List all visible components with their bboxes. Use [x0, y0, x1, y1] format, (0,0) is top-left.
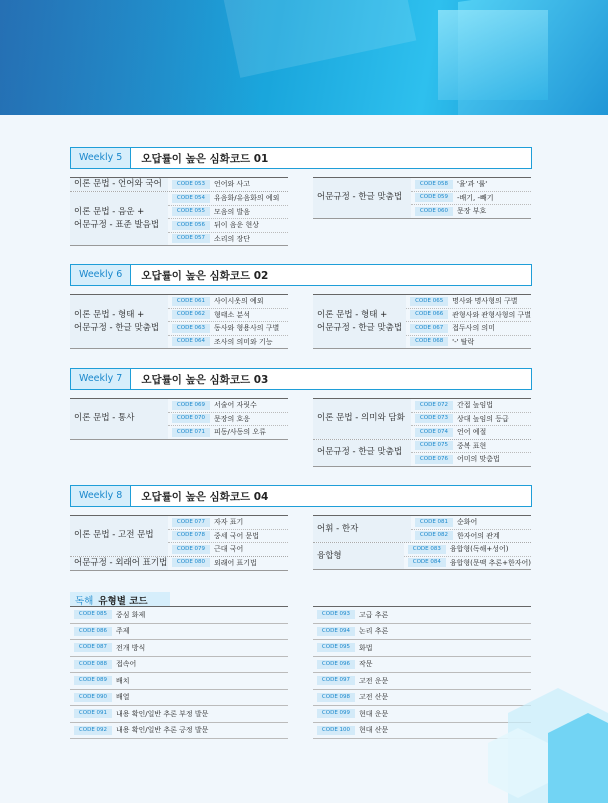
section-title: 오답률이 높은 심화코드 03 — [141, 373, 269, 386]
category-group — [70, 399, 288, 439]
code-row[interactable] — [168, 295, 288, 309]
code-text: 현대 운문 — [359, 709, 389, 718]
dokhae-row[interactable] — [313, 640, 531, 657]
category-label — [70, 178, 168, 191]
category-label — [70, 295, 168, 348]
category-label — [313, 543, 404, 569]
code-text: '-' 탈락 — [452, 337, 475, 346]
code-badge: CODE 080 — [172, 558, 210, 567]
code-badge: CODE 095 — [317, 643, 355, 652]
code-text: 융합형(문맥 추론+한자어) — [449, 558, 531, 567]
code-text: 언어 예절 — [457, 428, 487, 437]
category-label — [70, 557, 168, 570]
category-line: 어문규정 - 표준 발음법 — [74, 219, 160, 230]
category-group — [70, 557, 288, 570]
code-text: 중세 국어 문법 — [214, 531, 260, 540]
section-header — [70, 147, 532, 169]
category-group — [70, 178, 288, 192]
code-badge: CODE 072 — [415, 401, 453, 410]
code-badge: CODE 098 — [317, 693, 355, 702]
code-text: 고급 추론 — [359, 610, 389, 619]
weekly-label: Weekly 5 — [71, 148, 131, 168]
header-banner — [0, 0, 608, 115]
code-text: 뒤이 음운 현상 — [214, 221, 260, 230]
category-line: 어문규정 - 한글 맞춤법 — [317, 192, 403, 203]
category-line: 이론 문법 - 의미와 담화 — [317, 413, 405, 424]
code-row[interactable] — [411, 453, 531, 466]
code-badge: CODE 075 — [415, 441, 453, 450]
code-row[interactable] — [411, 530, 531, 543]
code-table — [70, 177, 288, 246]
category-label — [70, 399, 168, 439]
category-line: 이론 문법 - 언어와 국어 — [74, 179, 162, 189]
code-text: 간접 높임법 — [457, 401, 494, 410]
code-badge: CODE 084 — [408, 558, 446, 567]
category-line: 이론 문법 - 형태 + — [317, 309, 388, 320]
banner-shape — [224, 0, 417, 78]
dokhae-row[interactable] — [70, 624, 288, 641]
code-text: 문장 부호 — [457, 207, 487, 216]
dokhae-header — [70, 592, 170, 607]
category-line: 어문규정 - 한글 맞춤법 — [317, 447, 403, 457]
code-list — [411, 178, 531, 218]
category-line: 어휘 - 한자 — [317, 523, 359, 534]
dokhae-row[interactable] — [313, 657, 531, 674]
code-row[interactable] — [168, 178, 288, 191]
code-text: 사이시옷의 예외 — [214, 297, 264, 306]
code-row[interactable] — [168, 233, 288, 246]
category-group — [313, 178, 531, 218]
banner-cube — [438, 10, 548, 100]
code-row[interactable] — [406, 322, 531, 336]
category-group — [313, 399, 531, 440]
code-list — [411, 440, 531, 466]
code-badge: CODE 067 — [410, 324, 448, 333]
code-text: 근대 국어 — [214, 545, 244, 554]
code-badge: CODE 100 — [317, 726, 355, 735]
code-badge: CODE 076 — [415, 455, 453, 464]
code-text: 문장의 호응 — [214, 414, 251, 423]
code-badge: CODE 071 — [172, 428, 210, 437]
code-table — [313, 515, 531, 570]
category-group — [70, 192, 288, 245]
code-text: 형태소 분석 — [214, 310, 251, 319]
code-text: 고전 운문 — [359, 676, 389, 685]
code-badge: CODE 079 — [172, 545, 210, 554]
code-text: 순화어 — [457, 518, 478, 527]
code-text: 접속어 — [116, 660, 137, 669]
category-label — [313, 399, 411, 439]
code-row[interactable] — [168, 543, 288, 556]
category-line: 어문규정 - 한글 맞춤법 — [74, 322, 160, 333]
code-table — [70, 515, 288, 571]
code-badge: CODE 056 — [172, 221, 210, 230]
category-line: 이론 문법 - 음운 + — [74, 206, 145, 217]
dokhae-row[interactable] — [70, 706, 288, 723]
category-label — [70, 516, 168, 556]
code-text: 내용 확인/일반 추론 긍정 발문 — [116, 726, 209, 735]
section-title: 오답률이 높은 심화코드 01 — [141, 152, 269, 165]
code-text: 중심 화제 — [116, 610, 146, 619]
code-text: 작문 — [359, 660, 373, 669]
category-group — [70, 516, 288, 557]
section-header — [70, 264, 532, 286]
code-badge: CODE 070 — [172, 414, 210, 423]
code-badge: CODE 093 — [317, 610, 355, 619]
code-row[interactable] — [411, 192, 531, 206]
code-badge: CODE 090 — [74, 693, 112, 702]
code-badge: CODE 086 — [74, 627, 112, 636]
code-text: 어미의 맞춤법 — [457, 455, 500, 464]
code-text: -배기, -빼기 — [457, 193, 494, 202]
code-row[interactable] — [406, 309, 531, 323]
code-text: 동사와 형용사의 구별 — [214, 324, 280, 333]
code-text: 모음의 발음 — [214, 207, 251, 216]
code-text: 명사와 명사형의 구별 — [452, 297, 518, 306]
code-badge: CODE 083 — [408, 545, 446, 554]
code-table — [70, 398, 288, 440]
code-badge: CODE 053 — [172, 180, 210, 189]
code-text: 피동/사동의 오류 — [214, 428, 266, 437]
code-text: 소리의 장단 — [214, 234, 251, 243]
code-row[interactable] — [168, 530, 288, 544]
dokhae-title: 유형별 코드 — [98, 595, 148, 607]
code-badge: CODE 097 — [317, 676, 355, 685]
dokhae-row[interactable] — [70, 673, 288, 690]
category-line: 어문규정 - 한글 맞춤법 — [317, 322, 403, 333]
decorative-cubes — [448, 673, 608, 803]
code-badge: CODE 054 — [172, 194, 210, 203]
code-text: 상대 높임의 등급 — [457, 414, 509, 423]
section-title: 오답률이 높은 심화코드 04 — [141, 490, 269, 503]
code-list — [411, 399, 531, 439]
code-list — [168, 399, 288, 439]
code-list — [168, 516, 288, 556]
code-badge: CODE 073 — [415, 414, 453, 423]
code-badge: CODE 099 — [317, 709, 355, 718]
code-text: '율'과 '률' — [457, 180, 488, 189]
code-text: 내용 확인/일반 추론 부정 발문 — [116, 709, 209, 718]
code-table — [313, 177, 531, 219]
code-text: 유음화/유음화의 예외 — [214, 194, 280, 203]
category-group — [313, 516, 531, 543]
code-row[interactable] — [411, 205, 531, 218]
weekly-label: Weekly 6 — [71, 265, 131, 285]
category-group — [313, 543, 531, 569]
code-table — [313, 294, 531, 349]
code-list — [168, 178, 288, 191]
code-badge: CODE 059 — [415, 193, 453, 202]
category-group — [313, 295, 531, 348]
code-list — [406, 295, 531, 348]
code-list — [168, 192, 288, 245]
code-badge: CODE 081 — [415, 518, 453, 527]
weekly-label: Weekly 7 — [71, 369, 131, 389]
code-row[interactable] — [168, 309, 288, 323]
category-label — [313, 440, 411, 466]
code-badge: CODE 060 — [415, 207, 453, 216]
category-label — [313, 295, 406, 348]
code-text: 전개 방식 — [116, 643, 146, 652]
code-badge: CODE 058 — [415, 180, 453, 189]
code-badge: CODE 057 — [172, 234, 210, 243]
code-text: 조사의 의미와 기능 — [214, 337, 273, 346]
category-line: 이론 문법 - 형태 + — [74, 309, 145, 320]
code-text: 화법 — [359, 643, 373, 652]
code-text: 자자 표기 — [214, 518, 244, 527]
category-label — [70, 192, 168, 245]
dokhae-row[interactable] — [70, 640, 288, 657]
code-badge: CODE 065 — [410, 297, 448, 306]
code-row[interactable] — [411, 413, 531, 427]
code-row[interactable] — [411, 516, 531, 530]
code-badge: CODE 094 — [317, 627, 355, 636]
code-row[interactable] — [406, 295, 531, 309]
code-text: 관형사와 관형사형의 구별 — [452, 310, 531, 319]
code-list — [404, 543, 531, 569]
code-row[interactable] — [411, 399, 531, 413]
code-badge: CODE 068 — [410, 337, 448, 346]
category-line: 어문규정 - 외래어 표기법 — [74, 557, 168, 568]
code-row[interactable] — [411, 178, 531, 192]
code-text: 외래어 표기법 — [214, 558, 257, 567]
code-text: 논리 추론 — [359, 627, 389, 636]
code-list — [411, 516, 531, 542]
code-row[interactable] — [168, 557, 288, 570]
code-row[interactable] — [168, 336, 288, 349]
category-group — [313, 440, 531, 466]
code-badge: CODE 091 — [74, 709, 112, 718]
section-header — [70, 368, 532, 390]
code-row[interactable] — [168, 426, 288, 439]
code-text: 배열 — [116, 693, 130, 702]
code-row[interactable] — [168, 399, 288, 413]
dokhae-row[interactable] — [313, 624, 531, 641]
dokhae-left-column — [70, 606, 288, 739]
code-row[interactable] — [168, 516, 288, 530]
banner-shade — [0, 0, 260, 115]
code-row[interactable] — [411, 440, 531, 454]
code-text: 중복 표현 — [457, 441, 487, 450]
code-badge: CODE 082 — [415, 531, 453, 540]
code-badge: CODE 055 — [172, 207, 210, 216]
code-badge: CODE 077 — [172, 518, 210, 527]
code-text: 주제 — [116, 627, 130, 636]
code-text: 서술어 자릿수 — [214, 401, 257, 410]
category-line: 융합형 — [317, 550, 342, 561]
code-row[interactable] — [406, 336, 531, 349]
code-row[interactable] — [168, 206, 288, 220]
code-table — [70, 294, 288, 349]
code-row[interactable] — [411, 426, 531, 439]
code-row[interactable] — [168, 192, 288, 206]
code-row[interactable] — [168, 219, 288, 233]
dokhae-row[interactable] — [313, 607, 531, 624]
code-list — [168, 295, 288, 348]
code-text: 고전 산문 — [359, 693, 389, 702]
category-label — [313, 516, 411, 542]
category-group — [70, 295, 288, 348]
code-badge: CODE 085 — [74, 610, 112, 619]
code-badge: CODE 087 — [74, 643, 112, 652]
code-badge: CODE 062 — [172, 310, 210, 319]
code-badge: CODE 064 — [172, 337, 210, 346]
dokhae-row[interactable] — [70, 607, 288, 624]
code-text: 융합형(독해+성어) — [449, 545, 509, 554]
category-line: 이론 문법 - 고전 문법 — [74, 530, 154, 541]
code-row[interactable] — [404, 557, 531, 570]
code-table — [313, 398, 531, 467]
category-line: 이론 문법 - 통사 — [74, 413, 135, 424]
code-text: 현대 산문 — [359, 726, 389, 735]
code-text: 언어와 사고 — [214, 180, 251, 189]
dokhae-row[interactable] — [70, 723, 288, 740]
code-badge: CODE 088 — [74, 660, 112, 669]
code-badge: CODE 069 — [172, 401, 210, 410]
code-row[interactable] — [168, 322, 288, 336]
code-row[interactable] — [168, 413, 288, 427]
code-row[interactable] — [404, 543, 531, 557]
code-badge: CODE 066 — [410, 310, 448, 319]
section-header — [70, 485, 532, 507]
code-badge: CODE 078 — [172, 531, 210, 540]
section-title: 오답률이 높은 심화코드 02 — [141, 269, 269, 282]
code-text: 접두사의 의미 — [452, 324, 495, 333]
code-badge: CODE 063 — [172, 324, 210, 333]
dokhae-label: 독해 — [75, 595, 94, 607]
code-text: 배치 — [116, 676, 130, 685]
code-list — [168, 557, 288, 570]
code-badge: CODE 074 — [415, 428, 453, 437]
weekly-label: Weekly 8 — [71, 486, 131, 506]
category-label — [313, 178, 411, 218]
code-badge: CODE 061 — [172, 297, 210, 306]
dokhae-row[interactable] — [70, 690, 288, 707]
dokhae-row[interactable] — [70, 657, 288, 674]
code-text: 한자어의 관계 — [457, 531, 500, 540]
code-badge: CODE 089 — [74, 676, 112, 685]
code-badge: CODE 092 — [74, 726, 112, 735]
code-badge: CODE 096 — [317, 660, 355, 669]
